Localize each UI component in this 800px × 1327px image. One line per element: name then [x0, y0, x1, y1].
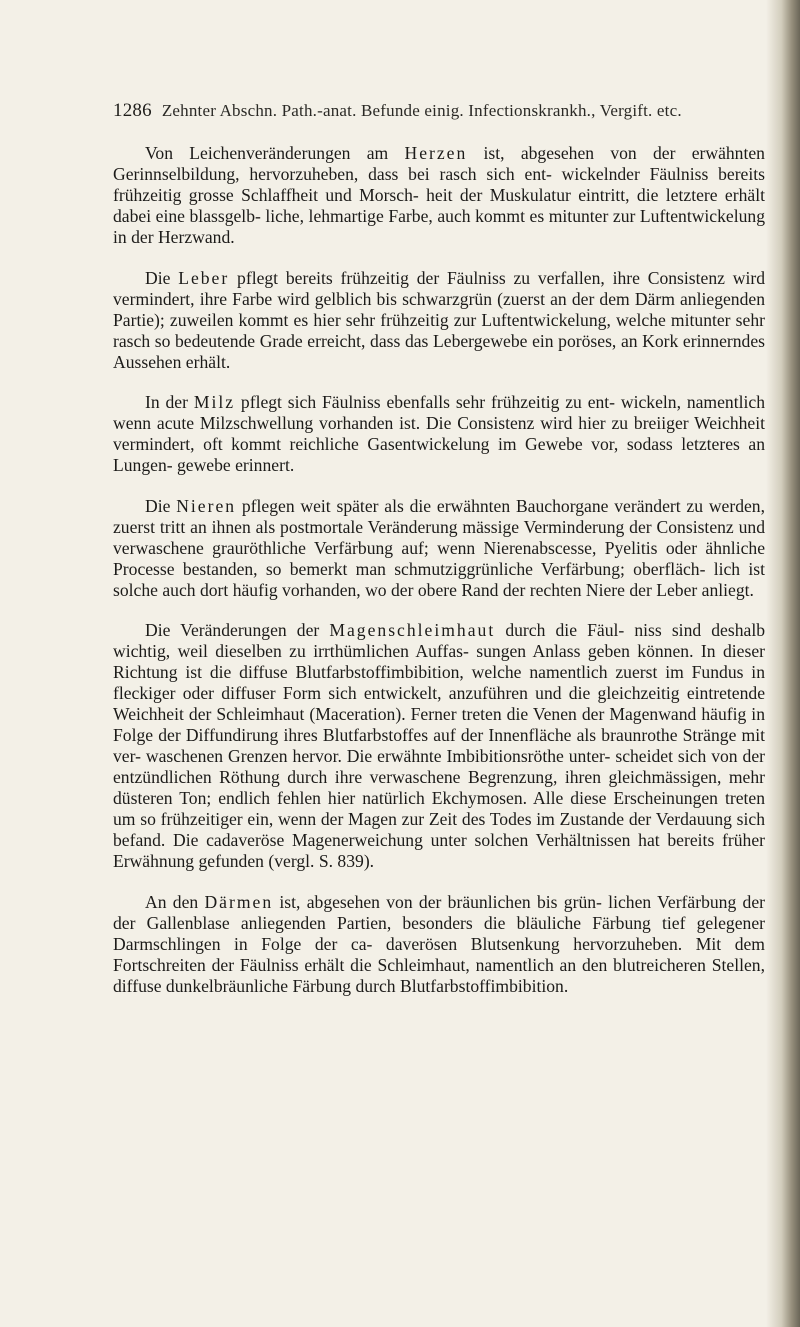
paragraph-lead: Die Veränderungen der: [145, 620, 330, 640]
organ-term-milz: Milz: [193, 392, 236, 412]
paragraph-lead: Von Leichenveränderungen am: [145, 143, 405, 163]
paragraph-nieren: [113, 496, 765, 601]
organ-term-nieren: Nieren: [176, 495, 237, 516]
paragraph-lead: In der: [145, 392, 194, 412]
organ-term-magenschleimhaut: Magenschleimhaut: [329, 620, 496, 640]
paragraph-herz: [113, 143, 765, 248]
paragraph-magenschleimhaut: [113, 620, 765, 872]
paragraph-lead: Die: [145, 267, 179, 288]
running-title: Zehnter Abschn. Path.-anat. Befunde einig. Infectionskrankh., Vergift. etc.: [161, 101, 682, 120]
paragraph-milz: [113, 392, 765, 476]
book-spine-shadow: [766, 0, 800, 1327]
page-number: 1286: [113, 100, 152, 121]
paragraph-rest: ist, abgesehen von der bräunlichen bis grün- lichen Verfärbung der der Gallenblase anliegenden Partien, besonders die bläuliche Färbung tief gelegener Darmschlingen in Folge der ca- daverösen Blutsenkung hervorzuheben. Mit dem Fortschreiten der Fäulniss erhält die Schleimhaut, namentlich an den blutreicheren Stellen, diffuse dunkelbräunliche Färbung durch Blutfarbstoffimbibition.: [113, 891, 766, 996]
paragraph-daermen: [113, 892, 765, 997]
paragraph-rest: ist, abgesehen von der erwähnten Gerinnselbildung, hervorzuheben, dass bei rasch sich ent- wickelnder Fäulniss bereits frühzeitig grosse Schlaffheit und Morsch- heit der Muskulatur eintritt, die letztere erhält dabei eine blassgelb- liche, lehmartige Farbe, auch kommt es mitunter zur Luftentwickelung in der Herzwand.: [113, 143, 765, 247]
paragraph-rest: durch die Fäul- niss sind deshalb wichtig, weil dieselben zu irrthümlichen Auffas- sungen Anlass geben können. In dieser Richtung ist die diffuse Blutfarbstoffimbibition, welche namentlich zuerst im Fundus in fleckiger oder diffuser Form sich entwickelt, anzuführen und die gleichzeitig eintretende Weichheit der Schleimhaut (Maceration). Ferner treten die Venen der Magenwand häufig in Folge der Diffundirung ihres Blutfarbstoffes auf der Innenfläche als braunrothe Stränge mit ver- waschenen Grenzen hervor. Die erwähnte Imbibitionsröthe unter- scheidet sich von der entzündlichen Röthung durch ihre verwaschene Begrenzung, ihren gleichmässigen, mehr düsteren Ton; endlich fehlen hier natürlich Ekchymosen. Alle diese Erscheinungen treten um so frühzeitiger ein, wenn der Magen zur Zeit des Todes im Zustande der Verdauung sich befand. Die cadaveröse Magenerweichung unter solchen Verhältnissen hat bereits früher Erwähnung gefunden (vergl. S. 839).: [113, 620, 766, 871]
paragraph-leber: [113, 268, 765, 373]
paragraph-lead: An den: [145, 891, 205, 912]
organ-term-herzen: Herzen: [404, 143, 468, 163]
paragraph-rest: pflegt bereits frühzeitig der Fäulniss zu verfallen, ihre Consistenz wird vermindert, ihre Farbe wird gelblich bis schwarzgrün (zuerst an der dem Därm anliegenden Partie); zuweilen kommt es hier sehr frühzeitig zur Luftentwickelung, welche mitunter sehr rasch so bedeutende Grade erreicht, dass das Lebergewebe ein poröses, an Kork erinnerndes Aussehen erhält.: [113, 267, 765, 372]
body-text: [113, 143, 765, 1016]
running-header: [113, 100, 773, 122]
organ-term-leber: Leber: [178, 267, 230, 288]
paragraph-lead: Die: [145, 495, 177, 516]
paragraph-rest: pflegen weit später als die erwähnten Bauchorgane verändert zu werden, zuerst tritt an ihnen als postmortale Veränderung mässige Verminderung der Consistenz und verwaschene grauröthliche Verfärbung auf; wenn Nierenabscesse, Pyelitis oder ähnliche Processe bestanden, so bemerkt man schmutziggrünliche Verfärbung; oberfläch- lich ist solche auch dort häufig vorhanden, wo der obere Rand der rechten Niere der Leber anliegt.: [113, 495, 766, 600]
organ-term-daermen: Därmen: [204, 891, 274, 912]
paragraph-rest: pflegt sich Fäulniss ebenfalls sehr frühzeitig zu ent- wickeln, namentlich wenn acute Milzschwellung vorhanden ist. Die Consistenz wird hier zu breiiger Weichheit vermindert, oft kommt reichliche Gasentwickelung im Gewebe vor, sodass letzteres an Lungen- gewebe erinnert.: [113, 392, 765, 475]
